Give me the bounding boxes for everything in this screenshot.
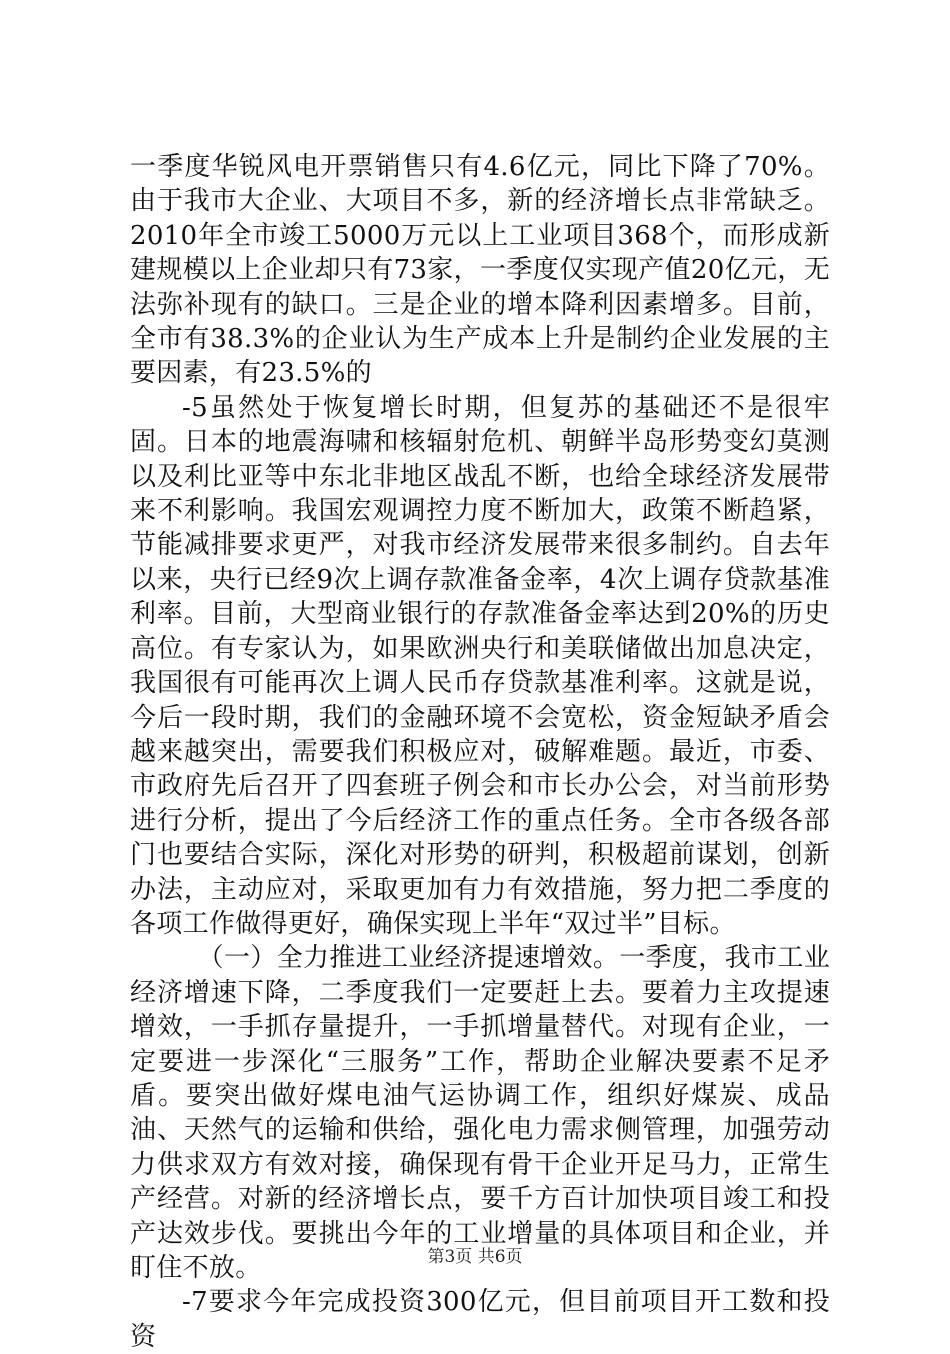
paragraph-industrial-economy: （一）全力推进工业经济提速增效。一季度，我市工业经济增速下降，二季度我们一定要赶上去。要着力主攻提速增效，一手抓存量提升，一手抓增量替代。对现有企业，一定要进一步深化“三服务”工作，帮助企业解决要素不足矛盾。要突出做好煤电油气运协调工作，组织好煤炭、成品油、天然气的运输和供给，强化电力需求侧管理，加强劳动力供求双方有效对接，确保现有骨干企业开足马力，正常生产经营。对新的经济增长点，要千方百计加快项目竣工和投产达效步伐。要挑出今年的工业增量的具体项目和企业，并盯住不放。 <box>130 943 830 1283</box>
paragraph-continuation: 一季度华锐风电开票销售只有4.6亿元，同比下降了70%。由于我市大企业、大项目不多，新的经济增长点非常缺乏。2010年全市竣工5000万元以上工业项目368个，而形成新建规模以上企业却只有73家，一季度仅实现产值20亿元，无法弥补现有的缺口。三是企业的增本降利因素增多。目前，全市有38.3%的企业认为生产成本上升是制约企业发展的主要因素，有23.5%的 <box>130 152 830 389</box>
paragraph-investment: -7要求今年完成投资300亿元，但目前项目开工数和投资 <box>130 1287 830 1352</box>
paragraph-economy-situation: -5虽然处于恢复增长时期，但复苏的基础还不是很牢固。日本的地震海啸和核辐射危机、朝鲜半岛形势变幻莫测以及利比亚等中东北非地区战乱不断，也给全球经济发展带来不利影响。我国宏观调控力度不断加大，政策不断趋紧，节能减排要求更严，对我市经济发展带来很多制约。自去年以来，央行已经9次上调存款准备金率，4次上调存贷款基准利率。目前，大型商业银行的存款准备金率达到20%的历史高位。有专家认为，如果欧洲央行和美联储做出加息决定，我国很有可能再次上调人民币存贷款基准利率。这就是说，今后一段时期，我们的金融环境不会宽松，资金短缺矛盾会越来越突出，需要我们积极应对，破解难题。最近，市委、市政府先后召开了四套班子例会和市长办公会，对当前形势进行分析，提出了今后经济工作的重点任务。全市各级各部门也要结合实际，深化对形势的研判，积极超前谋划，创新办法，主动应对，采取更加有力有效措施，努力把二季度的各项工作做得更好，确保实现上半年“双过半”目标。 <box>130 392 830 939</box>
document-body <box>130 150 830 1354</box>
page-footer: 第3页 共6页 <box>427 1247 523 1267</box>
